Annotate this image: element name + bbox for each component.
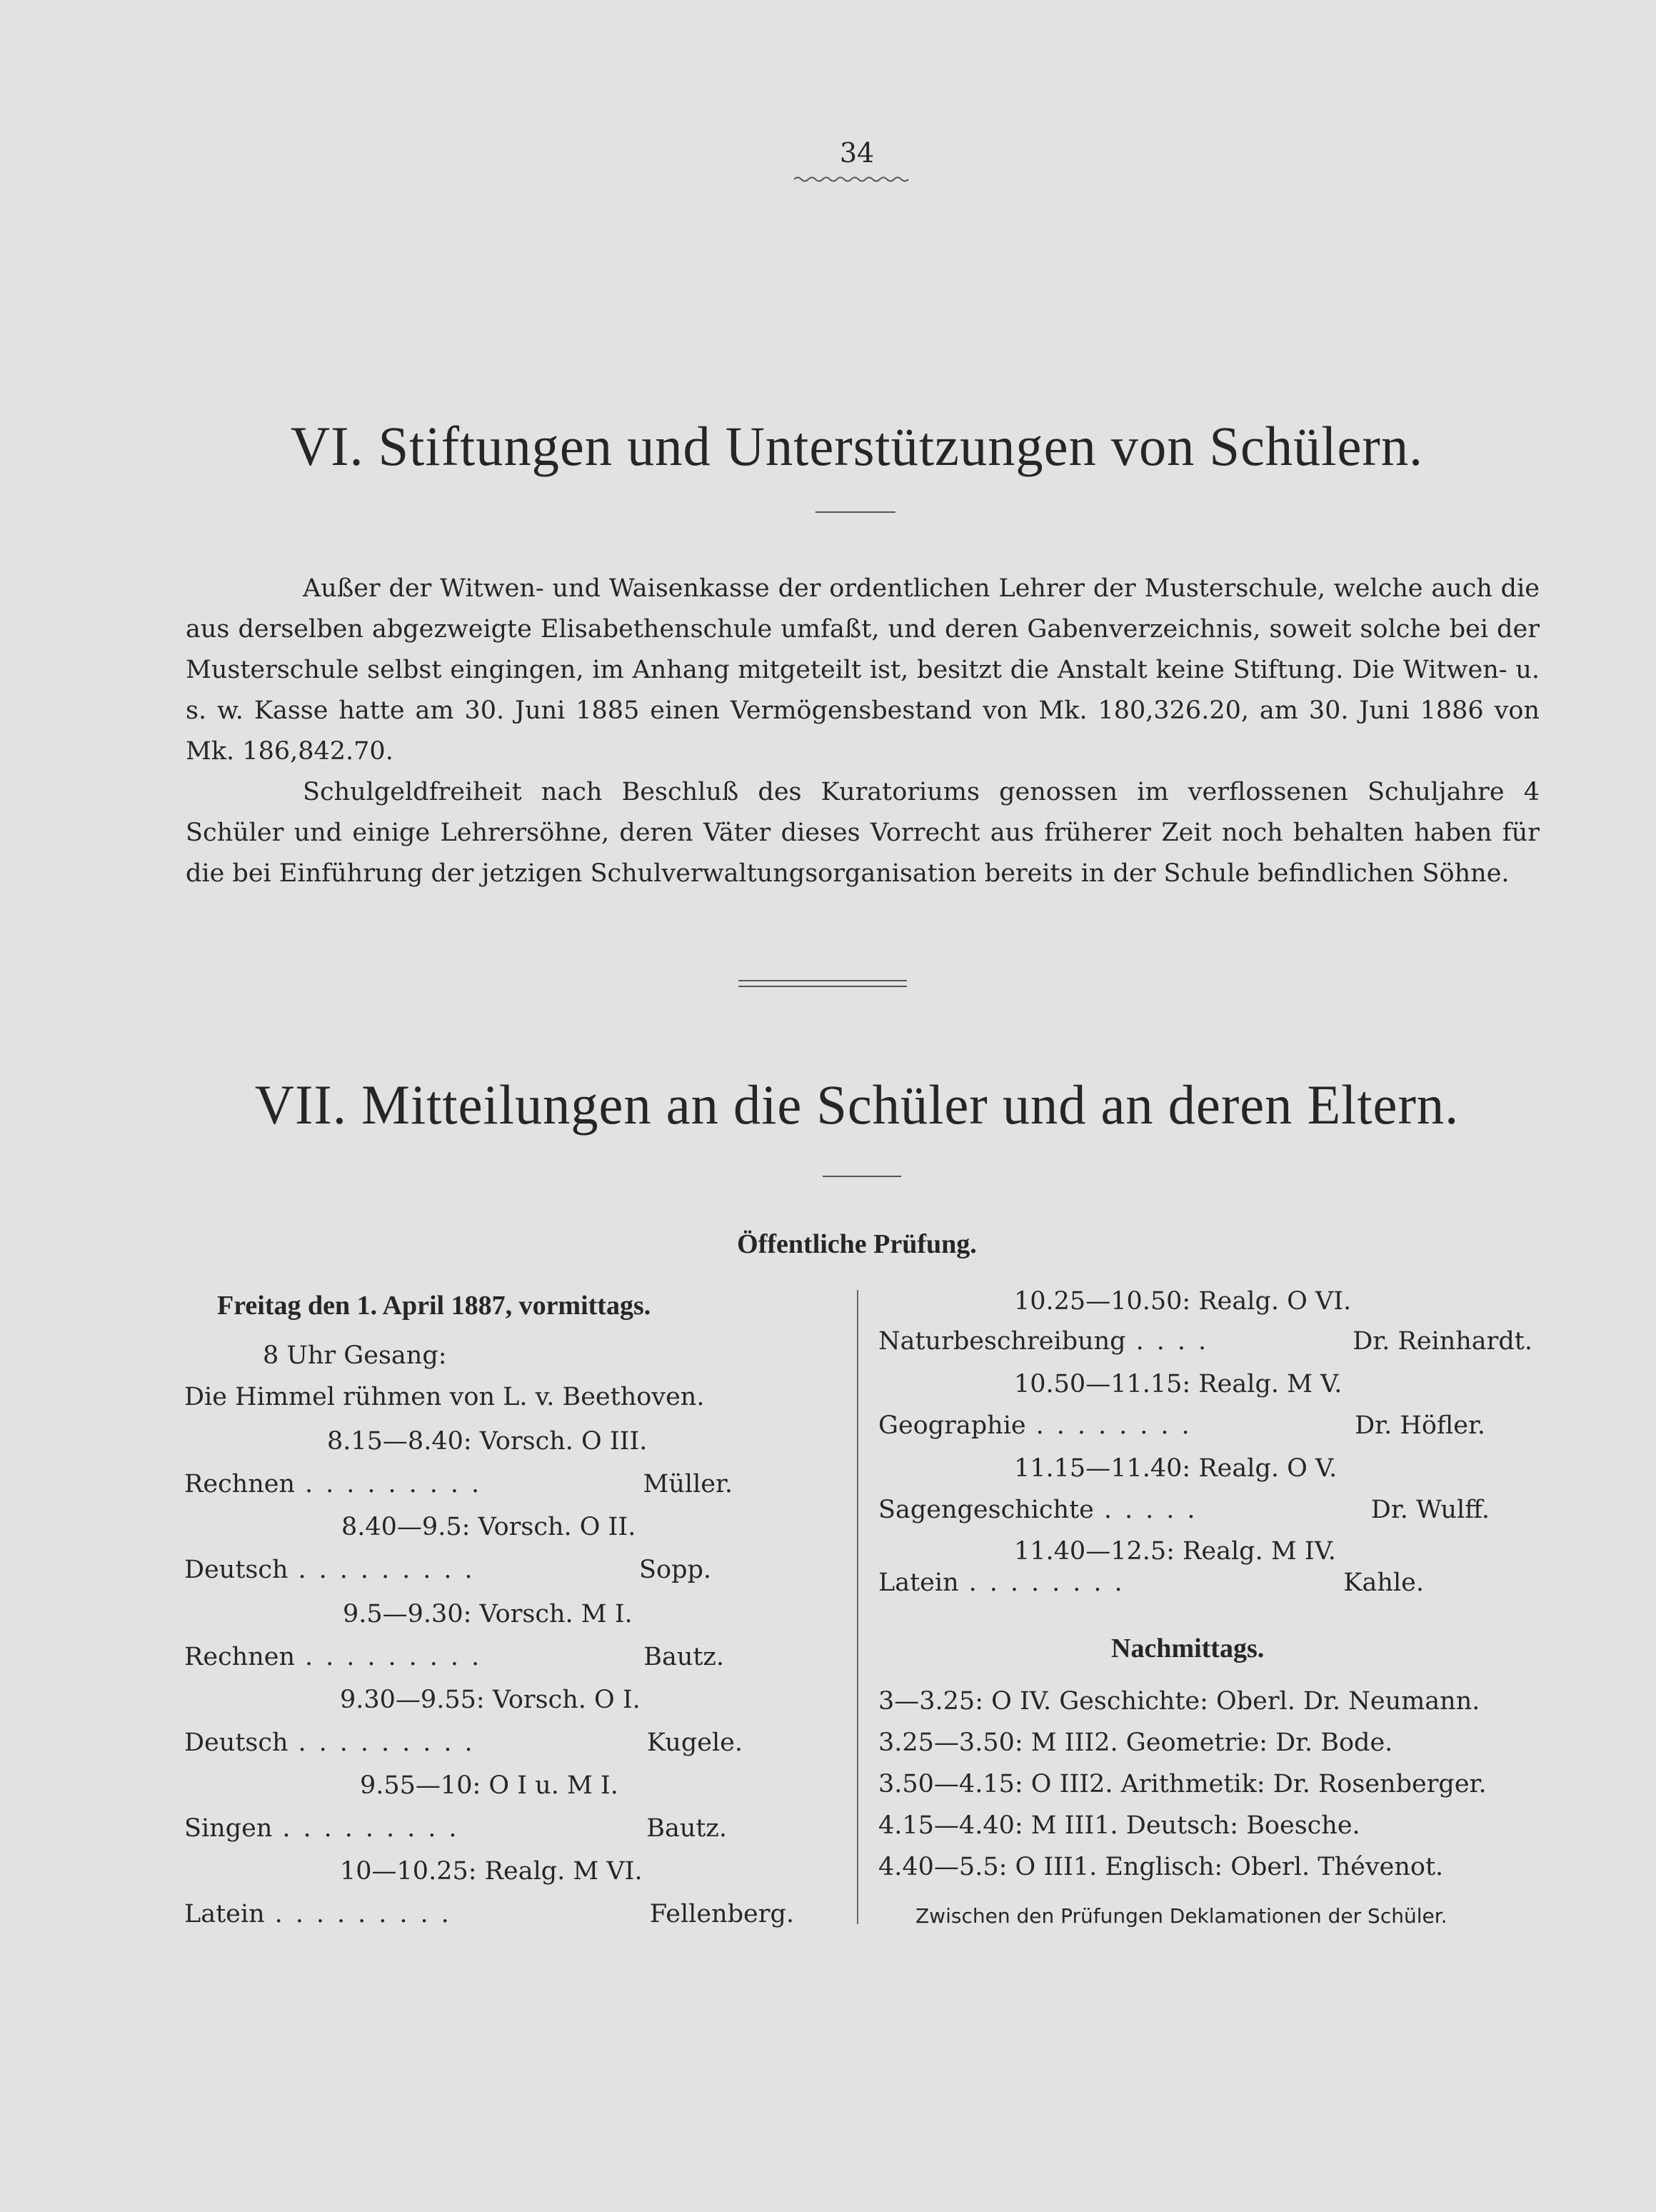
right-time-3: 11.15—11.40: Realg. O V. bbox=[1014, 1454, 1338, 1483]
right-subject-4: Latein bbox=[878, 1568, 959, 1597]
left-time-4: 9.30—9.55: Vorsch. O I. bbox=[340, 1686, 641, 1714]
leader-dots: ......... bbox=[274, 1900, 462, 1928]
left-teacher-4: Kugele. bbox=[646, 1728, 743, 1757]
section6-rule bbox=[816, 511, 895, 513]
afternoon-row-3 bbox=[878, 1770, 1535, 1811]
left-time-3: 9.5—9.30: Vorsch. M I. bbox=[343, 1600, 633, 1628]
section6-body bbox=[186, 569, 1540, 894]
afternoon-subject-5: Englisch: bbox=[1105, 1853, 1223, 1881]
afternoon-list bbox=[878, 1687, 1535, 1894]
left-teacher-6: Fellenberg. bbox=[649, 1900, 794, 1928]
afternoon-teacher-3: Dr. Rosenberger. bbox=[1273, 1770, 1487, 1798]
afternoon-class-3: O III2. bbox=[1030, 1770, 1113, 1798]
afternoon-time-4: 4.15—4.40: bbox=[878, 1811, 1023, 1840]
left-subject-5: Singen bbox=[184, 1814, 273, 1843]
left-heading: Freitag den 1. April 1887, vormittags. bbox=[217, 1291, 651, 1321]
left-subject-4: Deutsch bbox=[184, 1728, 288, 1757]
leader-dots: ..... bbox=[1103, 1496, 1208, 1524]
section6-paragraph-1: Außer der Witwen- und Waisenkasse der ordentlichen Lehrer der Musterschule, welche auch die aus derselben abgezweigte Elisabethenschule umfaßt, und deren Gabenverzeichnis, soweit solche bei der Musterschule selbst eingingen, im Anhang mitgeteilt ist, besitzt die Anstalt keine Stiftung. Die Witwen- u. s. w. Kasse hatte am 30. Juni 1885 einen Vermögensbestand von Mk. 180,326.20, am 30. Juni 1886 von Mk. 186,842.70. bbox=[186, 574, 1540, 766]
leader-dots: ......... bbox=[282, 1814, 470, 1843]
section-divider bbox=[738, 980, 907, 987]
left-time-6: 10—10.25: Realg. M VI. bbox=[340, 1857, 643, 1886]
left-teacher-2: Sopp. bbox=[639, 1556, 711, 1584]
section6-paragraph-2: Schulgeldfreiheit nach Beschluß des Kuratoriums genossen im verflossenen Schuljahre 4 Schüler und einige Lehrersöhne, deren Väter dieses Vorrecht aus früherer Zeit noch behalten haben für die bei Einführung der jetzigen Schulverwaltungsorganisation bereits in der Schule befindlichen Söhne. bbox=[186, 778, 1540, 888]
leader-dots: ......... bbox=[305, 1643, 493, 1671]
column-divider bbox=[857, 1290, 858, 1924]
left-time-2: 8.40—9.5: Vorsch. O II. bbox=[341, 1513, 636, 1541]
left-time-5: 9.55—10: O I u. M I. bbox=[360, 1771, 618, 1800]
right-teacher-4: Kahle. bbox=[1343, 1568, 1424, 1597]
left-time-1: 8.15—8.40: Vorsch. O III. bbox=[327, 1427, 648, 1456]
page-number: 34 bbox=[839, 137, 875, 169]
right-teacher-2: Dr. Höfler. bbox=[1355, 1411, 1485, 1440]
leader-dots: ........ bbox=[968, 1568, 1135, 1597]
afternoon-subject-3: Arithmetik: bbox=[1120, 1770, 1265, 1798]
exam-heading: Öffentliche Prüfung. bbox=[737, 1229, 977, 1259]
afternoon-row-2 bbox=[878, 1728, 1535, 1770]
left-subject-1: Rechnen bbox=[184, 1470, 296, 1498]
left-teacher-5: Bautz. bbox=[646, 1814, 727, 1843]
afternoon-teacher-4: Boesche. bbox=[1246, 1811, 1360, 1840]
right-subject-1: Naturbeschreibung bbox=[878, 1327, 1126, 1356]
afternoon-teacher-1: Oberl. Dr. Neumann. bbox=[1216, 1687, 1480, 1716]
left-row-5 bbox=[184, 1814, 727, 1843]
afternoon-row-4 bbox=[878, 1811, 1535, 1853]
leader-dots: ......... bbox=[298, 1728, 486, 1757]
left-subject-6: Latein bbox=[184, 1900, 265, 1928]
afternoon-row-5 bbox=[878, 1853, 1535, 1894]
leader-dots: ......... bbox=[305, 1470, 493, 1498]
leader-dots: ........ bbox=[1035, 1411, 1203, 1440]
left-teacher-3: Bautz. bbox=[643, 1643, 724, 1671]
afternoon-row-1 bbox=[878, 1687, 1535, 1728]
right-row-4 bbox=[878, 1568, 1424, 1597]
right-subject-3: Sagengeschichte bbox=[878, 1496, 1094, 1524]
left-subject-3: Rechnen bbox=[184, 1643, 296, 1671]
afternoon-time-2: 3.25—3.50: bbox=[878, 1728, 1023, 1757]
left-line-1: 8 Uhr Gesang: bbox=[263, 1341, 447, 1370]
left-teacher-1: Müller. bbox=[643, 1470, 733, 1498]
afternoon-teacher-2: Dr. Bode. bbox=[1275, 1728, 1393, 1757]
section7-title: VII. Mitteilungen an die Schüler und an deren Eltern. bbox=[254, 1074, 1460, 1136]
afternoon-class-2: M III2. bbox=[1030, 1728, 1118, 1757]
left-row-3 bbox=[184, 1643, 724, 1671]
right-time-2: 10.50—11.15: Realg. M V. bbox=[1014, 1370, 1343, 1398]
afternoon-time-3: 3.50—4.15: bbox=[878, 1770, 1023, 1798]
left-subject-2: Deutsch bbox=[184, 1556, 288, 1584]
left-row-1 bbox=[184, 1470, 733, 1498]
right-time-4: 11.40—12.5: Realg. M IV. bbox=[1014, 1537, 1336, 1566]
left-row-4 bbox=[184, 1728, 743, 1757]
afternoon-footer: Zwischen den Prüfungen Deklamationen der Schüler. bbox=[915, 1904, 1447, 1928]
section6-title: VI. Stiftungen und Unterstützungen von Schülern. bbox=[290, 415, 1424, 477]
left-line-2: Die Himmel rühmen von L. v. Beethoven. bbox=[184, 1383, 705, 1411]
afternoon-subject-4: Deutsch: bbox=[1125, 1811, 1239, 1840]
section7-rule bbox=[823, 1176, 901, 1177]
afternoon-subject-1: Geschichte: bbox=[1059, 1687, 1208, 1716]
afternoon-class-5: O III1. bbox=[1015, 1853, 1098, 1881]
afternoon-time-5: 4.40—5.5: bbox=[878, 1853, 1008, 1881]
right-row-1 bbox=[878, 1327, 1532, 1356]
right-subject-2: Geographie bbox=[878, 1411, 1026, 1440]
afternoon-class-4: M III1. bbox=[1030, 1811, 1118, 1840]
right-teacher-1: Dr. Reinhardt. bbox=[1353, 1327, 1532, 1356]
afternoon-class-1: O IV. bbox=[991, 1687, 1052, 1716]
page-number-ornament bbox=[794, 176, 913, 183]
right-row-3 bbox=[878, 1496, 1490, 1524]
right-time-1: 10.25—10.50: Realg. O VI. bbox=[1014, 1287, 1352, 1316]
right-teacher-3: Dr. Wulff. bbox=[1370, 1496, 1490, 1524]
afternoon-teacher-5: Oberl. Thévenot. bbox=[1230, 1853, 1444, 1881]
left-row-6 bbox=[184, 1900, 794, 1928]
leader-dots: .... bbox=[1135, 1327, 1220, 1356]
right-row-2 bbox=[878, 1411, 1485, 1440]
afternoon-time-1: 3—3.25: bbox=[878, 1687, 983, 1716]
afternoon-subject-2: Geometrie: bbox=[1125, 1728, 1268, 1757]
leader-dots: ......... bbox=[298, 1556, 486, 1584]
left-row-2 bbox=[184, 1556, 711, 1584]
afternoon-heading: Nachmittags. bbox=[1111, 1633, 1265, 1663]
